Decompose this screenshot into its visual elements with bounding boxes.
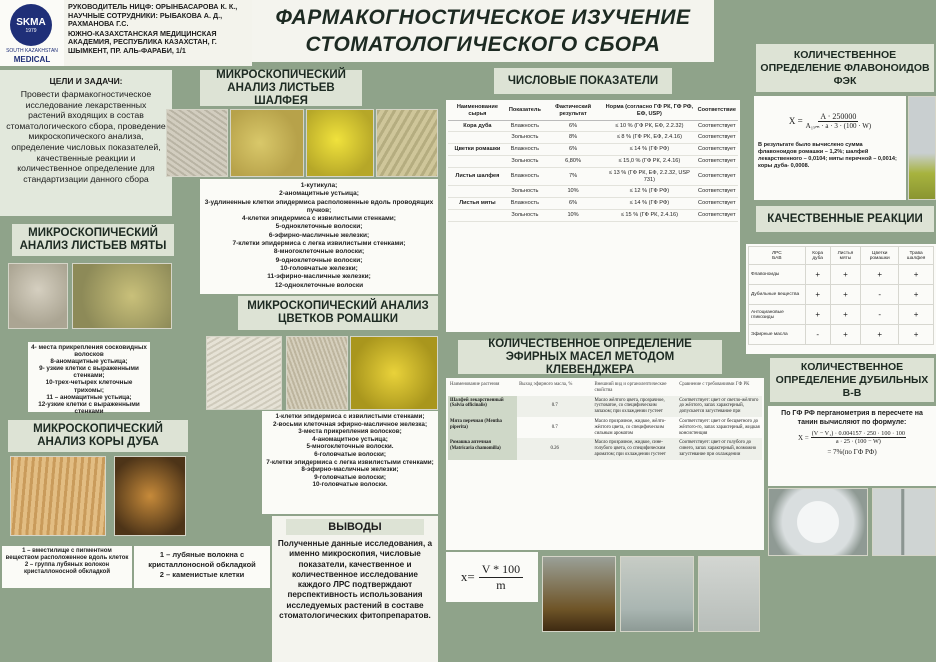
table-cell: Соответствует — [696, 155, 738, 167]
oak-legend-item: 2 – каменистые клетки — [159, 570, 245, 579]
logo-emblem — [10, 4, 52, 46]
essential-table — [448, 380, 762, 460]
table-row — [749, 265, 934, 285]
table-cell: Соответствует — [696, 186, 738, 198]
chamomile-photo-1 — [206, 336, 282, 410]
corner-bav: БАВ — [772, 255, 782, 261]
chamomile-legend-item: 7-клетки эпидермиса с легка извилистыми стенками; — [266, 458, 434, 466]
poster-title-line1: ФАРМАКОГНОСТИЧЕСКОЕ ИЗУЧЕНИЕ — [275, 5, 691, 29]
formula-denominator: m — [496, 577, 506, 592]
goals-panel — [0, 70, 172, 216]
table-cell: Кора дуба — [448, 120, 507, 132]
oak-photo-2 — [114, 456, 186, 536]
table-cell: Влажность — [507, 144, 543, 156]
table-cell: Соответствует: цвет от светло-жёлтого до жёлтого, запах характерный, допускается загустевание при — [679, 397, 759, 415]
flavonoids-heading: КОЛИЧЕСТВЕННОЕ ОПРЕДЕЛЕНИЕ ФЛАВОНОИДОВ ФЭК — [756, 44, 934, 92]
chamomile-legend-item: 1-клетки эпидермиса с извилистыми стенками; — [275, 413, 425, 420]
sage-legend-item: 11-эфирно-масличные железки; — [267, 273, 371, 281]
table-cell: ≤ 8 % (ГФ РК, ЕФ, 2.4.16) — [603, 132, 695, 144]
table-cell: Листья шалфея — [448, 167, 507, 186]
table-cell: 6% — [543, 120, 603, 132]
table-row — [448, 396, 762, 417]
table-cell: 0.26 — [550, 446, 559, 452]
institution-text: ЮЖНО-КАЗАХСТАНСКАЯ МЕДИЦИНСКАЯ АКАДЕМИЯ, РЕСПУБЛИКА КАЗАХСТАН, Г. ШЫМКЕНТ, ПР. АЛЬ-ФАРАБИ, 1/1 — [68, 28, 217, 55]
chamomile-photo-2 — [286, 336, 348, 410]
sage-legend-item: 2-аномацитные устьица; — [279, 190, 359, 198]
table-row — [749, 305, 934, 325]
table-cell — [448, 209, 507, 221]
logo-caption-2: MEDICAL — [13, 55, 51, 64]
formula-lhs: x= — [460, 569, 475, 584]
table-cell: Соответствует — [696, 144, 738, 156]
table-cell: - — [805, 325, 830, 345]
flavonoids-panel — [754, 96, 906, 200]
qualitative-table — [748, 246, 934, 345]
table-cell: + — [899, 305, 934, 325]
col-header: Соответствие — [696, 102, 738, 120]
sage-legend-item: 12-одноклеточные волоски — [274, 281, 364, 289]
conclusions-text: Полученные данные исследования, а именно микроскопия, числовые показатели, качественное и количественное исследование каждого ЛРС подтверждают перспективность использования исследуемых растений в составе стоматологических фитопрепаратов. — [277, 539, 433, 621]
chamomile-legend-item: 8-эфирно-масличные железки; — [301, 466, 399, 474]
table-cell: 0.7 — [551, 403, 558, 409]
table-row — [448, 186, 738, 198]
table-cell: + — [805, 305, 830, 325]
table-corner — [749, 247, 806, 265]
col-header: Наименование растения — [450, 382, 500, 387]
table-cell: Соответствует — [696, 209, 738, 221]
oak-legend-left — [2, 546, 132, 588]
sage-legend-item: 6-эфирно-масличные железки; — [268, 231, 370, 239]
table-cell: Влажность — [507, 120, 543, 132]
table-cell: Зольность — [507, 186, 543, 198]
table-row — [749, 325, 934, 345]
sage-photo-4 — [376, 109, 438, 177]
table-cell: 8% — [543, 132, 603, 144]
table-cell: ≤ 15 % (ГФ РК, 2.4.16) — [603, 209, 695, 221]
mint-legend — [28, 342, 150, 415]
sage-photo-2 — [230, 109, 304, 177]
sage-photo-3 — [306, 109, 374, 177]
col-header: Внешний вид и органолептические свойства — [594, 382, 667, 393]
formula-lhs: X = — [788, 116, 803, 126]
table-cell: + — [899, 285, 934, 305]
logo-panel — [0, 0, 64, 66]
sage-heading: МИКРОСКОПИЧЕСКИЙ АНАЛИЗ ЛИСТЬЕВ ШАЛФЕЯ — [200, 70, 362, 106]
table-cell: Цветки ромашки — [448, 144, 507, 156]
table-cell: ≤ 13 % (ГФ РК, ЕФ, 2.2.32, USP 731) — [603, 167, 695, 186]
sage-legend-item: 4-клетки эпидермиса с извилистыми стенками; — [242, 215, 396, 223]
table-cell: Соответствует — [696, 132, 738, 144]
formula-numerator: V * 100 — [479, 562, 523, 578]
mint-photo-2 — [72, 263, 172, 329]
table-cell: Масло прозрачное, жидкое, сине-голубого цвета, со специфическим ароматом; при охлаждении густеет — [594, 440, 666, 457]
tannins-intro: По ГФ РФ перганометрия в пересчете на танин вычисляют по формуле: — [781, 410, 923, 426]
qualitative-table-panel — [746, 244, 936, 354]
formula-numerator: (V − V₁) · 0.004157 · 250 · 100 · 100 — [811, 430, 905, 437]
table-cell: ≤ 12 % (ГФ РФ) — [603, 186, 695, 198]
col-header: Показатель — [507, 102, 543, 120]
table-cell: Соответствует: цвет от голубого до синего, запах характерный, возможно загустевание при охлаждении — [679, 440, 757, 457]
table-cell: ≤ 14 % (ГФ РФ) — [603, 144, 695, 156]
oak-legend-item: 2 – группа лубяных волокон кристаллоносной обкладкой — [23, 562, 111, 575]
col-header: Наименование сырья — [448, 102, 507, 120]
table-cell: ≤ 15,0 % (ГФ РК, 2.4.16) — [603, 155, 695, 167]
table-cell: Флавоноиды — [749, 265, 806, 285]
oil-photo-2 — [620, 556, 694, 632]
table-cell: 10% — [543, 186, 603, 198]
col-header: Норма (согласно ГФ РК, ГФ РФ, ЕФ, USP) — [603, 102, 695, 120]
mint-legend-item: 12-узкие клетки с выраженными стенками — [38, 400, 140, 415]
corner-lrs: ЛРС — [771, 250, 782, 256]
col-header: Листья мяты — [830, 247, 861, 265]
col-header: Выход эфирного масла, % — [519, 382, 573, 387]
col-header: Сравнение с требованиями ГФ РК — [679, 382, 750, 387]
chamomile-photo-3 — [350, 336, 438, 410]
sage-legend-item: 8-многоклеточные волоски; — [273, 248, 365, 256]
petri-dish-photo — [768, 488, 868, 556]
chamomile-legend-item: 2-восьми клеточная эфирно-масличное железка; — [272, 420, 428, 428]
mint-photo-1 — [8, 263, 68, 329]
table-cell: Влажность — [507, 198, 543, 210]
table-row — [448, 132, 738, 144]
table-cell: Соответствует: цвет от бесцветного до жёлтого-го, запах характерный, жидкая консистенция — [679, 418, 760, 436]
sage-legend-item: 10-головчатые железки; — [280, 264, 358, 272]
table-row — [448, 167, 738, 186]
sage-legend-item: 7-клетки эпидермиса с легка извилистыми стенками; — [232, 240, 406, 248]
oak-legend-right — [134, 546, 270, 588]
oak-heading: МИКРОСКОПИЧЕСКИЙ АНАЛИЗ КОРЫ ДУБА — [8, 420, 188, 452]
chamomile-legend-item: 10-головчатые волоски. — [312, 481, 388, 489]
essential-heading: КОЛИЧЕСТВЕННОЕ ОПРЕДЕЛЕНИЕ ЭФИРНЫХ МАСЕЛ МЕТОДОМ КЛЕВЕНДЖЕРА — [458, 340, 722, 374]
mint-heading: МИКРОСКОПИЧЕСКИЙ АНАЛИЗ ЛИСТЬЕВ МЯТЫ — [12, 224, 174, 256]
oil-photo-3 — [698, 556, 760, 632]
table-cell: ≤ 10 % (ГФ РК, ЕФ, 2.2.32) — [603, 120, 695, 132]
mint-legend-item: 11 – аномацитные устьица; — [46, 393, 132, 401]
table-cell: Мята перечная (Mentha piperita) — [448, 417, 517, 438]
numeric-table-panel — [446, 100, 740, 332]
numeric-heading: ЧИСЛОВЫЕ ПОКАЗАТЕЛИ — [494, 68, 672, 94]
table-cell: 6,80% — [543, 155, 603, 167]
table-cell: + — [899, 325, 934, 345]
table-cell: Антоциановые гликозиды — [749, 305, 806, 325]
formula-lhs: X = — [797, 433, 809, 442]
formula-fraction — [479, 562, 523, 593]
table-cell: Дубильные вещества — [749, 285, 806, 305]
chamomile-heading: МИКРОСКОПИЧЕСКИЙ АНАЛИЗ ЦВЕТКОВ РОМАШКИ — [238, 296, 438, 330]
formula-numerator: A · 250000 — [820, 112, 857, 121]
title-panel — [252, 0, 714, 62]
table-cell: + — [830, 285, 861, 305]
mint-legend-item: 4- места прикрепления сосковидных волосков — [31, 344, 147, 359]
sage-photo-1 — [166, 109, 228, 177]
table-cell: Листья мяты — [448, 198, 507, 210]
mint-legend-item: 10-трех-четырех клеточные трихомы; — [45, 379, 133, 394]
table-row — [448, 120, 738, 132]
table-row — [448, 155, 738, 167]
sage-legend-item: 9-одноклеточные волоски; — [275, 256, 363, 264]
table-cell: + — [861, 325, 899, 345]
table-cell: Зольность — [507, 209, 543, 221]
oak-legend-item: 1 – лубяные волокна с кристаллоносной обкладкой — [148, 550, 256, 569]
chamomile-legend — [262, 411, 438, 514]
table-cell: 7% — [543, 167, 603, 186]
table-row — [448, 144, 738, 156]
logo-text: SKMA — [16, 16, 46, 28]
authors-text: РУКОВОДИТЕЛЬ НИЦФ: ОРЫНБАСАРОВА К. К., НАУЧНЫЕ СОТРУДНИКИ: РЫБАКОВА А. Д., РАХМАНОВА Г.С. — [68, 2, 238, 29]
table-cell: ≤ 14 % (ГФ РФ) — [603, 198, 695, 210]
sage-legend-item: 1-кутикула; — [300, 182, 338, 189]
tannins-formula — [771, 430, 933, 445]
sage-legend — [200, 179, 438, 294]
sage-legend-item: 5-одноклеточные волоски; — [275, 223, 363, 231]
table-cell: - — [861, 285, 899, 305]
table-cell: Масло жёлтого цвета, прозрачное, густоватое, со специфическим запахом; при охлаждении густеет — [594, 397, 665, 415]
table-cell: Шалфей лекарственный (Salvia officinalis) — [448, 396, 517, 417]
conclusions-heading: ВЫВОДЫ — [286, 519, 424, 535]
table-cell: Влажность — [507, 167, 543, 186]
formula-fraction — [811, 430, 906, 445]
table-cell: + — [805, 265, 830, 285]
burette-photo — [872, 488, 936, 556]
tannins-result: = 7%(по ГФ РФ) — [827, 448, 877, 456]
flavonoids-result: В результате было вычислено сумма флавоноидов ромашки – 1,2%; шалфей лекарственного – 0,0104; мяты перечной – 0,0014; коры дуба- 0,0008. — [758, 142, 897, 169]
col-header: Фактический результат — [543, 102, 603, 120]
oil-photo-1 — [542, 556, 616, 632]
chamomile-legend-item: 9-головчатые волоски; — [314, 473, 386, 481]
table-cell: Соответствует — [696, 167, 738, 186]
table-cell — [448, 186, 507, 198]
table-row — [448, 417, 762, 438]
chamomile-legend-item: 5-многоклеточные волоски. — [306, 443, 394, 451]
table-cell: + — [830, 325, 861, 345]
table-cell: + — [861, 265, 899, 285]
formula-denominator: a · 25 · (100 − W) — [835, 438, 881, 445]
col-header: Кора дуба — [805, 247, 830, 265]
table-cell: + — [830, 305, 861, 325]
tannins-panel — [768, 406, 936, 486]
table-row — [448, 438, 762, 459]
table-row — [448, 198, 738, 210]
flavonoids-formula — [758, 100, 902, 142]
table-cell: Зольность — [507, 155, 543, 167]
qualitative-heading: КАЧЕСТВЕННЫЕ РЕАКЦИИ — [756, 206, 934, 232]
table-cell — [448, 155, 507, 167]
table-row — [749, 285, 934, 305]
table-cell: 0.7 — [551, 424, 558, 430]
authors-panel — [64, 0, 252, 66]
chamomile-legend-item: 3-места прикрепления волосков; — [298, 428, 402, 436]
oak-photo-1 — [10, 456, 106, 536]
table-cell — [448, 132, 507, 144]
table-cell: + — [830, 265, 861, 285]
table-row — [448, 209, 738, 221]
table-cell: Ромашка аптечная (Matricaria chamomilla) — [448, 438, 517, 459]
goals-heading: ЦЕЛИ И ЗАДАЧИ: — [49, 76, 123, 86]
formula-fraction — [806, 112, 871, 130]
flask-photo — [908, 96, 936, 200]
poster-title-line2: СТОМАТОЛОГИЧЕСКОГО СБОРА — [305, 32, 661, 56]
goals-text: Провести фармакогностическое исследование лекарственных растений входящих в состав стоматологического сбора, проведение микроскопического анализа, определение числовых показателей, качественные реакции и количественное определение для стандартизации данного сбора — [6, 89, 166, 184]
table-cell: 10% — [543, 209, 603, 221]
table-cell: 6% — [543, 144, 603, 156]
conclusions-panel — [272, 516, 438, 662]
essential-table-panel — [446, 378, 764, 550]
table-cell: + — [805, 285, 830, 305]
col-header: Цветки ромашки — [861, 247, 899, 265]
table-cell: Соответствует — [696, 198, 738, 210]
chamomile-legend-item: 6-головчатые волоски; — [314, 450, 386, 458]
mint-legend-item: 9- узкие клетки с выраженными стенками; — [39, 365, 139, 380]
formula-denominator: A₁ₓₘ · a · 3 · (100 · W) — [805, 122, 872, 130]
mint-legend-item: 8-аномацитные устьица; — [50, 358, 128, 366]
table-cell: 6% — [543, 198, 603, 210]
logo-caption-1: SOUTH KAZAKHSTAN — [6, 48, 58, 54]
essential-formula — [446, 552, 538, 602]
table-cell: - — [861, 305, 899, 325]
numeric-table — [448, 102, 738, 222]
table-cell: Эфирные масла — [749, 325, 806, 345]
col-header: Трава шалфея — [899, 247, 934, 265]
table-cell: + — [899, 265, 934, 285]
tannins-heading: КОЛИЧЕСТВЕННОЕ ОПРЕДЕЛЕНИЕ ДУБИЛЬНЫХ В-В — [770, 358, 934, 402]
chamomile-legend-item: 4-аномацитное устьица; — [312, 435, 388, 443]
table-cell: Соответствует — [696, 120, 738, 132]
table-cell: Зольность — [507, 132, 543, 144]
table-cell: Масло прозрачное, жидкое, жёлто-жёлтого цвета, со специфическим сильным ароматом — [594, 418, 666, 436]
logo-year: 1979 — [25, 27, 37, 34]
oak-legend-item: 1 – вместилище с пигментном веществом расположенное вдоль клеток — [5, 548, 129, 561]
sage-legend-item: 3-удлиненные клетки эпидермиса расположенные вдоль проводящих пучков; — [204, 198, 434, 214]
